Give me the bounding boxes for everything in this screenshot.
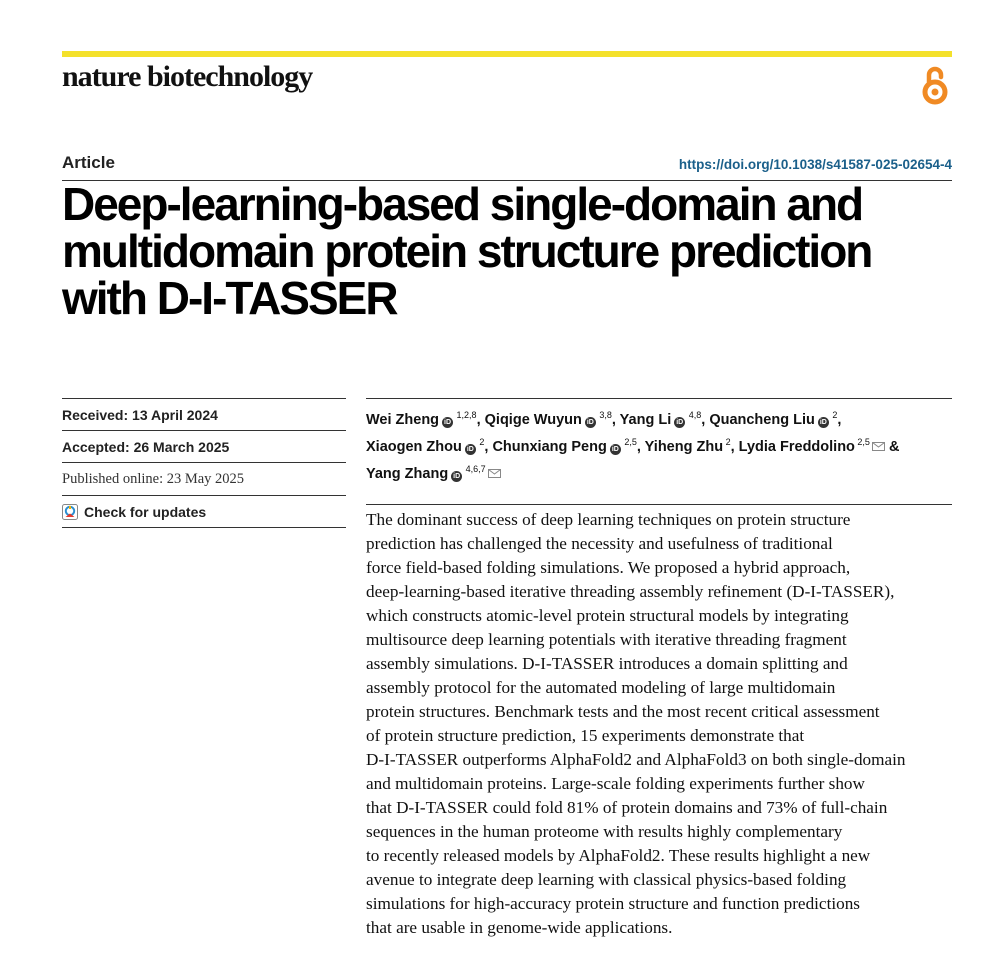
abstract-line: force field-based folding simulations. We proposed a hybrid approach, xyxy=(366,558,851,577)
abstract-line: which constructs atomic-level protein structural models by integrating xyxy=(366,606,849,625)
author-affiliation: 4,8 xyxy=(686,410,702,420)
author-separator: , xyxy=(484,439,493,455)
author-item xyxy=(645,439,739,455)
orcid-icon[interactable]: iD xyxy=(444,419,452,426)
author-name[interactable]: Yiheng Zhu xyxy=(644,439,724,455)
author-separator: , xyxy=(837,412,842,428)
author-name[interactable]: Chunxiang Peng xyxy=(492,439,607,455)
author-affiliation: 2 xyxy=(723,437,731,447)
orcid-icon[interactable]: iD xyxy=(466,446,474,453)
abstract-line: to recently released models by AlphaFold2. These results highlight a new xyxy=(366,846,871,865)
abstract-line: prediction has challenged the necessity and usefulness of traditional xyxy=(366,534,833,553)
orcid-icon[interactable]: iD xyxy=(453,473,461,480)
article-type: Article xyxy=(62,153,115,172)
abstract-divider xyxy=(366,504,952,505)
mail-icon[interactable] xyxy=(488,469,501,478)
abstract-line: simulations for high-accuracy protein structure and function predictions xyxy=(366,894,860,913)
accepted-date: Accepted: 26 March 2025 xyxy=(62,431,346,463)
author-separator: & xyxy=(884,439,900,455)
author-separator: , xyxy=(476,412,485,428)
author-item xyxy=(366,439,492,455)
published-date: Published online: 23 May 2025 xyxy=(62,463,346,496)
author-affiliation: 2 xyxy=(829,410,838,420)
author-item xyxy=(485,412,620,428)
author-separator: , xyxy=(611,412,620,428)
author-name[interactable]: Wei Zheng xyxy=(366,412,440,428)
journal-name[interactable]: nature biotechnology xyxy=(62,60,313,93)
authors-section xyxy=(366,398,952,485)
abstract-line: deep-learning-based iterative threading assembly refinement (D-I-TASSER), xyxy=(366,582,895,601)
mail-icon[interactable] xyxy=(872,442,885,451)
author-name[interactable]: Qiqige Wuyun xyxy=(484,412,582,428)
abstract-line: D-I-TASSER outperforms AlphaFold2 and AlphaFold3 on both single-domain xyxy=(366,750,906,769)
orcid-icon[interactable]: iD xyxy=(611,446,619,453)
abstract-line: avenue to integrate deep learning with classical physics-based folding xyxy=(366,870,847,889)
article-title xyxy=(62,178,962,324)
check-updates-button[interactable] xyxy=(62,496,346,528)
abstract-line: that are usable in genome-wide applications. xyxy=(366,918,673,937)
abstract xyxy=(366,508,956,940)
abstract-line: multisource deep learning potentials with iterative threading fragment xyxy=(366,630,847,649)
author-affiliation: 3,8 xyxy=(596,410,612,420)
abstract-line: sequences in the human proteome with results highly complementary xyxy=(366,822,843,841)
abstract-line: that D-I-TASSER could fold 81% of protein domains and 73% of full-chain xyxy=(366,798,888,817)
author-item xyxy=(492,439,644,455)
orcid-icon[interactable]: iD xyxy=(676,419,684,426)
author-separator: , xyxy=(701,412,710,428)
author-affiliation: 2 xyxy=(476,437,485,447)
author-name[interactable]: Xiaogen Zhou xyxy=(366,439,462,455)
author-separator: , xyxy=(636,439,645,455)
orcid-icon[interactable]: iD xyxy=(586,419,594,426)
abstract-line: of protein structure prediction, 15 experiments demonstrate that xyxy=(366,726,805,745)
author-list xyxy=(366,399,952,485)
abstract-line: and multidomain proteins. Large-scale folding experiments further show xyxy=(366,774,865,793)
author-name[interactable]: Lydia Freddolino xyxy=(738,439,855,455)
received-date: Received: 13 April 2024 xyxy=(62,399,346,431)
author-name[interactable]: Yang Zhang xyxy=(366,466,449,482)
check-updates-label: Check for updates xyxy=(84,504,207,520)
check-updates-icon xyxy=(62,504,78,520)
author-item xyxy=(366,412,485,428)
title-line: with D-I-TASSER xyxy=(62,272,397,324)
orcid-icon[interactable]: iD xyxy=(819,419,827,426)
title-line: multidomain protein structure prediction xyxy=(62,225,872,277)
journal-color-bar xyxy=(62,51,952,57)
abstract-line: protein structures. Benchmark tests and the most recent critical assessment xyxy=(366,702,880,721)
open-access-icon xyxy=(918,64,952,106)
author-item xyxy=(620,412,710,428)
author-separator: , xyxy=(730,439,739,455)
author-name[interactable]: Quancheng Liu xyxy=(709,412,815,428)
abstract-line: The dominant success of deep learning techniques on protein structure xyxy=(366,510,851,529)
author-item xyxy=(709,412,841,428)
author-name[interactable]: Yang Li xyxy=(619,412,672,428)
doi-link[interactable]: https://doi.org/10.1038/s41587-025-02654-4 xyxy=(678,157,952,172)
abstract-line: assembly simulations. D-I-TASSER introduces a domain splitting and xyxy=(366,654,848,673)
article-dates xyxy=(62,398,346,528)
author-affiliation: 4,6,7 xyxy=(463,464,486,474)
author-affiliation: 2,5 xyxy=(854,437,870,447)
author-item xyxy=(366,466,501,482)
abstract-line: assembly protocol for the automated modeling of large multidomain xyxy=(366,678,836,697)
author-item xyxy=(739,439,900,455)
author-affiliation: 1,2,8 xyxy=(454,410,477,420)
title-line: Deep-learning-based single-domain and xyxy=(62,178,863,230)
author-affiliation: 2,5 xyxy=(621,437,637,447)
